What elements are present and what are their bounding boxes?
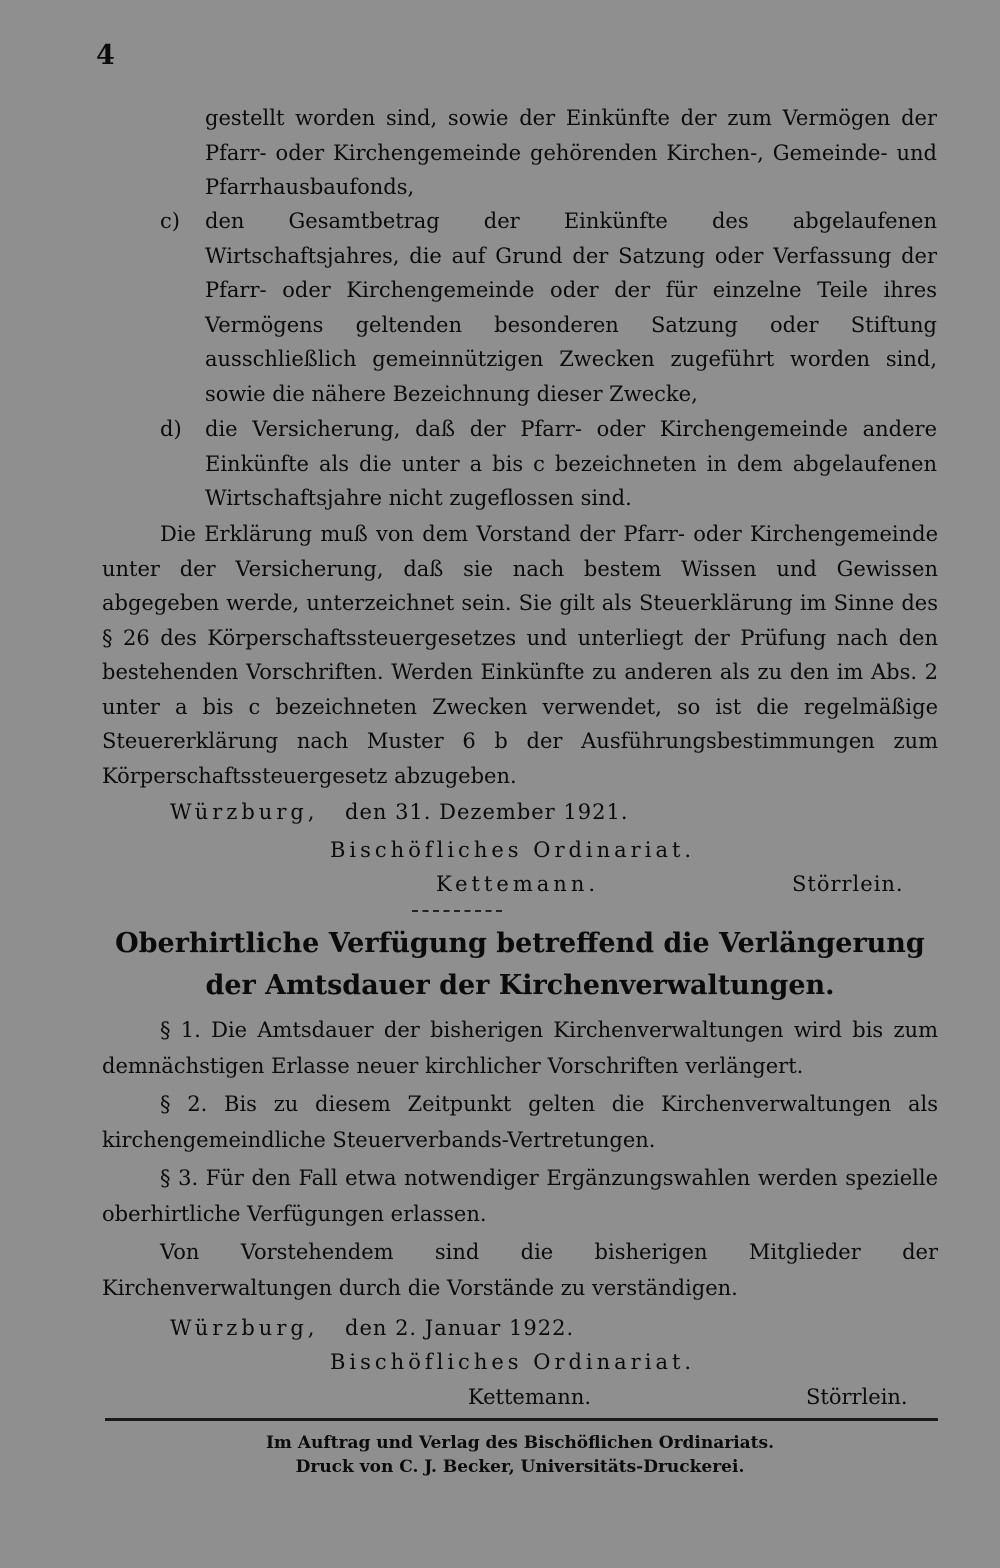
list-marker: c) xyxy=(160,209,180,233)
closing-place: Würzburg, xyxy=(170,800,319,824)
signature-right: Störrlein. xyxy=(792,872,904,896)
issuing-authority-2: Bischöfliches Ordinariat. xyxy=(330,1350,696,1374)
issuing-authority: Bischöfliches Ordinariat. xyxy=(330,838,696,862)
closing-date: den 31. Dezember 1921. xyxy=(345,800,629,824)
signature-left-2: Kettemann. xyxy=(468,1385,592,1409)
closing-place-2: Würzburg, xyxy=(170,1316,319,1340)
closing-date-2: den 2. Januar 1922. xyxy=(345,1316,575,1340)
paragraph-3: § 3. Für den Fall etwa notwendiger Ergänzungswahlen werden spezielle oberhirtliche Verfügungen erlassen. xyxy=(102,1166,938,1226)
imprint-line-2: Druck von C. J. Becker, Universitäts-Druckerei. xyxy=(295,1457,745,1477)
list-item-c xyxy=(160,204,937,411)
section-heading: Oberhirtliche Verfügung betreffend die Verlängerung der Amtsdauer der Kirchenverwaltungen. xyxy=(115,928,925,1001)
separator-short xyxy=(412,910,502,912)
list-item-text: den Gesamtbetrag der Einkünfte des abgelaufenen Wirtschaftsjahres, die auf Grund der Satzung oder Verfassung der Pfarr- oder Kirchengemeinde oder der für einzelne Teile ihres Vermögens geltenden besonderen Satzung oder Stiftung ausschließlich gemeinnützigen Zwecken zugeführt worden sind, sowie die nähere Bezeichnung dieser Zwecke, xyxy=(205,209,937,406)
signature-left: Kettemann. xyxy=(436,872,600,896)
list-item-d xyxy=(160,412,937,516)
paragraph-4: Von Vorstehendem sind die bisherigen Mitglieder der Kirchenverwaltungen durch die Vorstände zu verständigen. xyxy=(102,1240,938,1300)
imprint-line-1: Im Auftrag und Verlag des Bischöflichen Ordinariats. xyxy=(265,1433,775,1453)
separator-rule xyxy=(105,1418,938,1421)
item-b-continuation: gestellt worden sind, sowie der Einkünfte der zum Vermögen der Pfarr- oder Kirchengemeinde gehörenden Kirchen-, Gemeinde- und Pfarrhausbaufonds, xyxy=(205,106,937,199)
signature-right-2: Störrlein. xyxy=(806,1385,908,1409)
list-item-text: die Versicherung, daß der Pfarr- oder Kirchengemeinde andere Einkünfte als die unter a bis c bezeichneten in dem abgelaufenen Wirtschaftsjahre nicht zugeflossen sind. xyxy=(205,417,937,510)
paragraph-1: § 1. Die Amtsdauer der bisherigen Kirchenverwaltungen wird bis zum demnächstigen Erlasse neuer kirchlicher Vorschriften verlängert. xyxy=(102,1018,938,1078)
paragraph-2: § 2. Bis zu diesem Zeitpunkt gelten die Kirchenverwaltungen als kirchengemeindliche Steuerverbands-Vertretungen. xyxy=(102,1092,938,1152)
declaration-paragraph: Die Erklärung muß von dem Vorstand der Pfarr- oder Kirchengemeinde unter der Versicherung, daß sie nach bestem Wissen und Gewissen abgegeben werde, unterzeichnet sein. Sie gilt als Steuerklärung im Sinne des § 26 des Körperschaftssteuergesetzes und unterliegt der Prüfung nach den bestehenden Vorschriften. Werden Einkünfte zu anderen als zu den im Abs. 2 unter a bis c bezeichneten Zwecken verwendet, so ist die regelmäßige Steuererklärung nach Muster 6 b der Ausführungsbestimmungen zum Körperschaftssteuergesetz abzugeben. xyxy=(102,522,938,788)
list-marker: d) xyxy=(160,417,182,441)
page-number: 4 xyxy=(96,40,115,71)
